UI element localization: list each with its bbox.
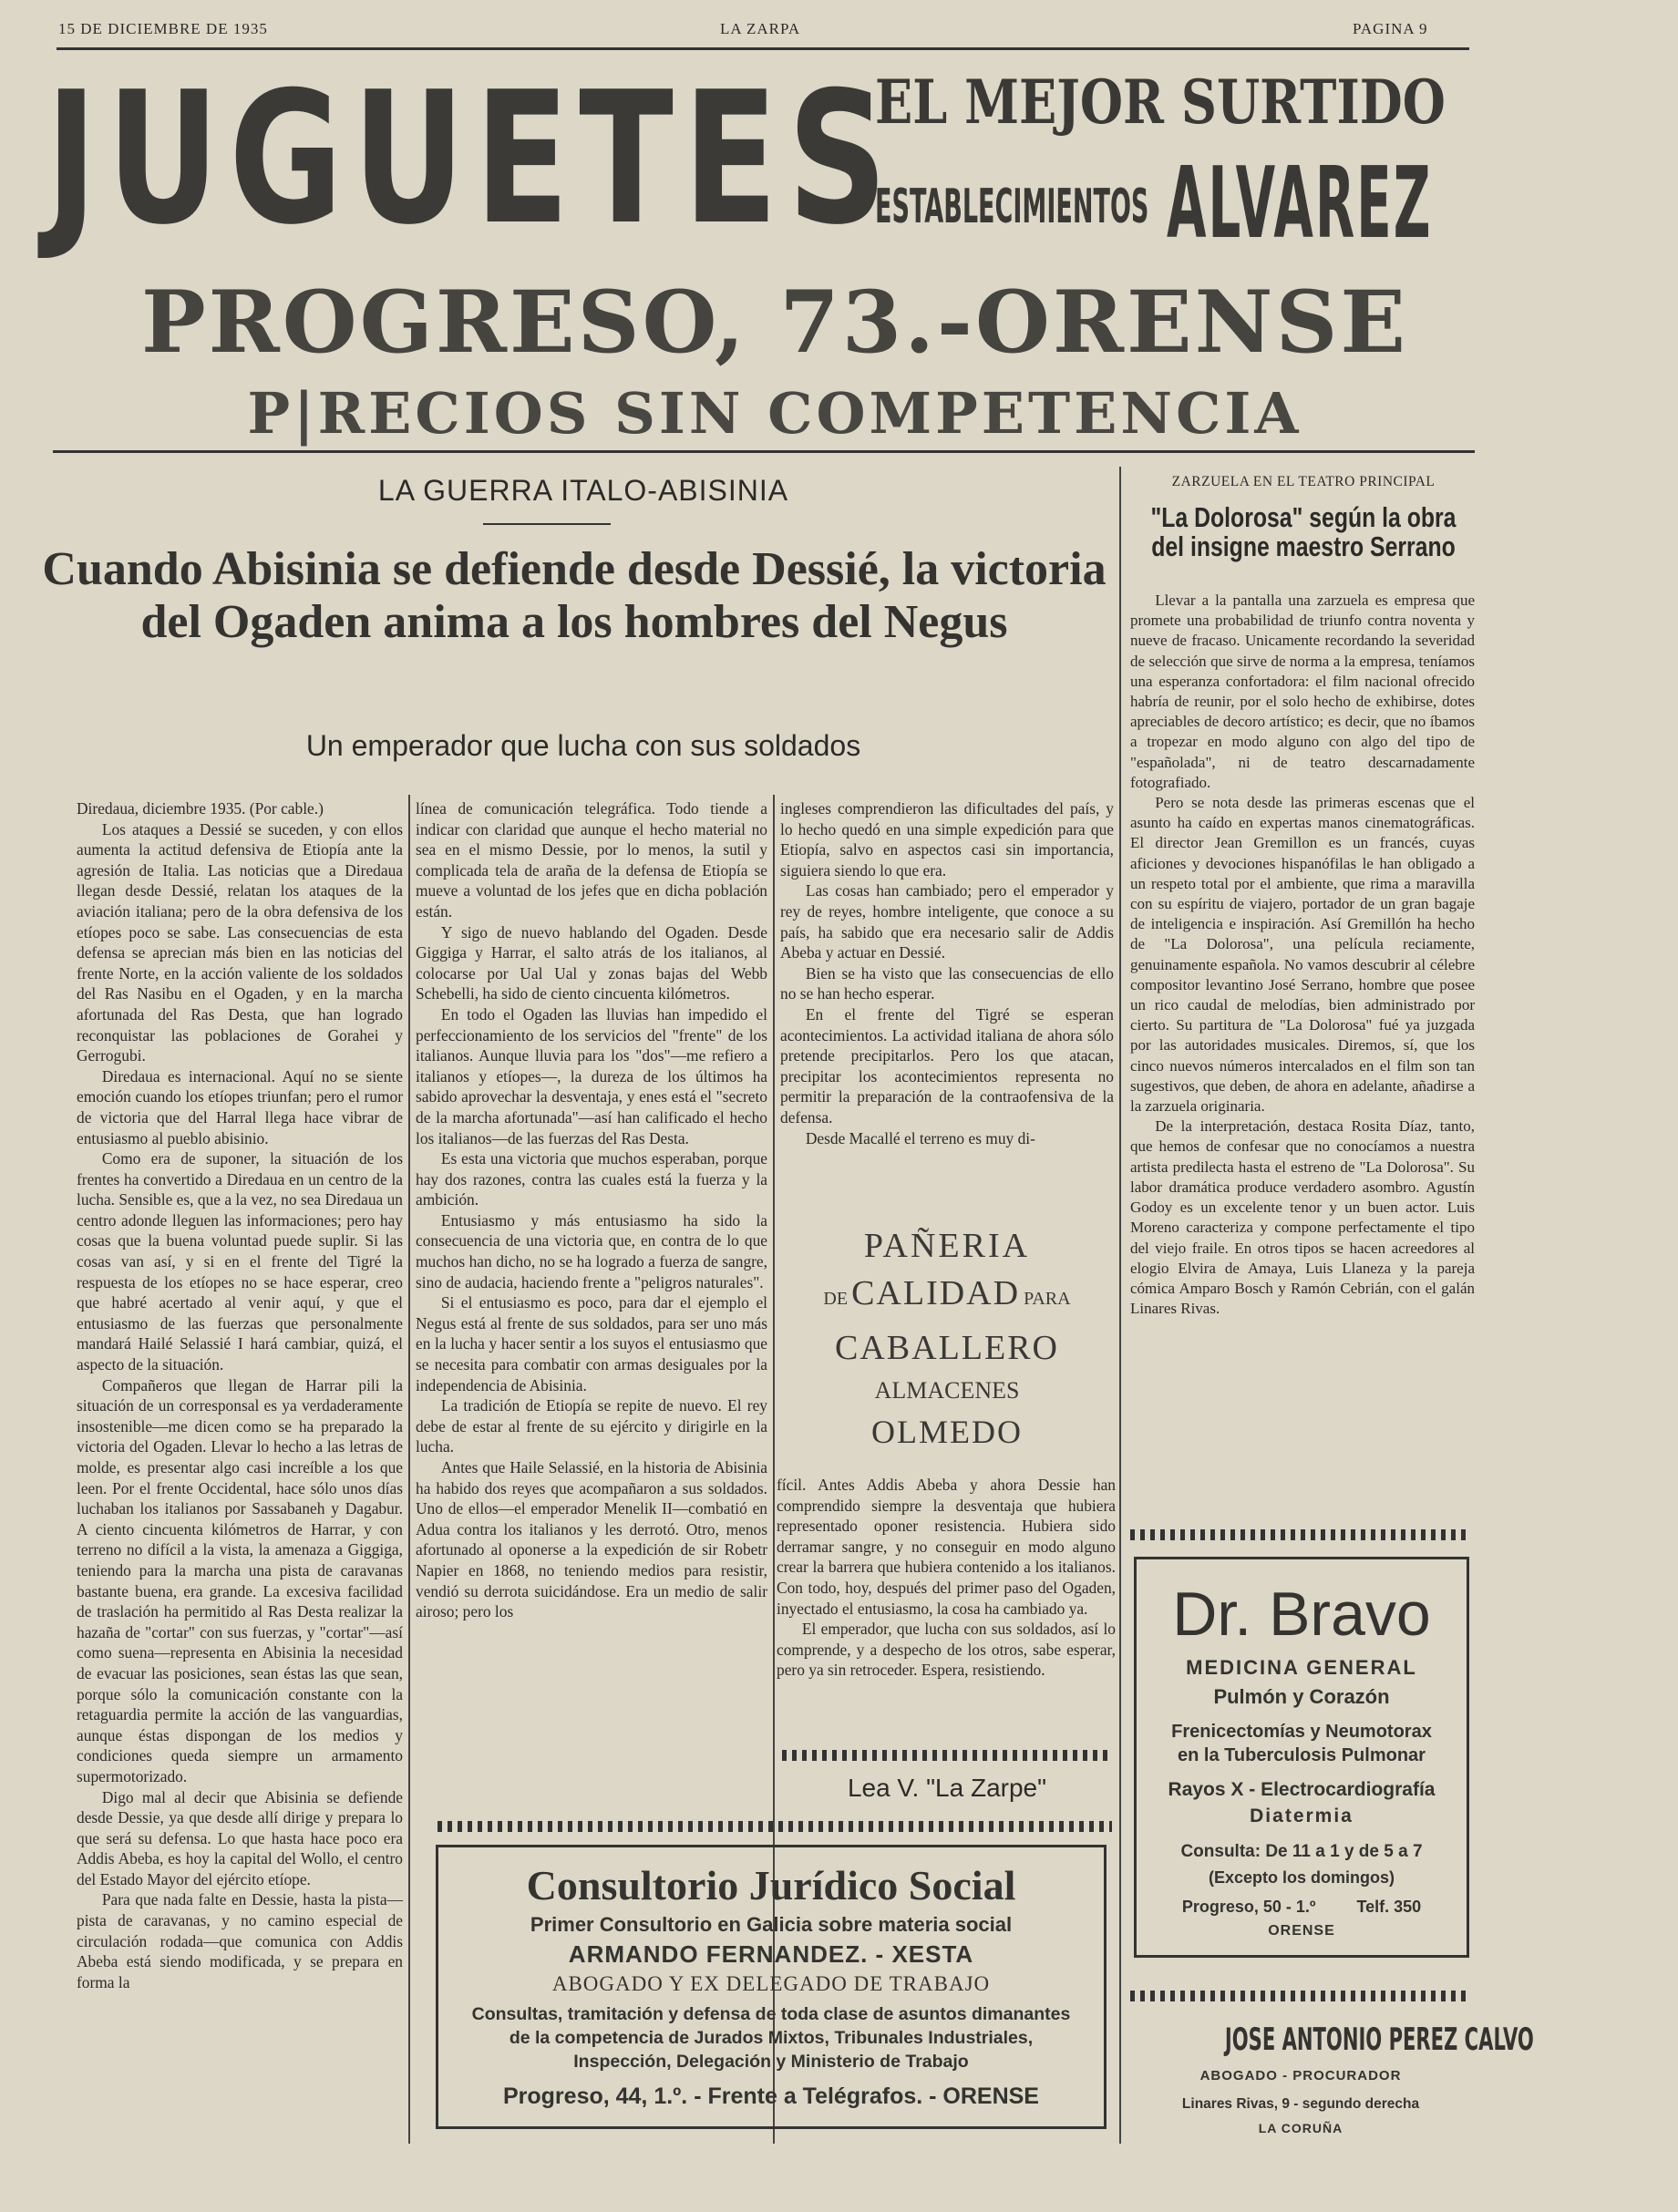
bravo-consulta: Consulta: De 11 a 1 y de 5 a 7: [1180, 1842, 1423, 1861]
perez-calvo-ad: [1130, 2018, 1534, 2138]
dateline: Diredaua, diciembre 1935. (Por cable.): [77, 799, 324, 818]
panieria-calidad: CALIDAD: [851, 1274, 1021, 1312]
article-paragraph: Diredaua es internacional. Aquí no se siente emoción cuando los etíopes triunfan; pero el rumor de victoria que del Harral llega hace vibrar de entusiasmo al pueblo abisinio.: [77, 1066, 403, 1147]
bravo-address: Progreso, 50 - 1.º: [1181, 1898, 1316, 1916]
bravo-line6: Diatermia: [1250, 1806, 1354, 1826]
column-divider: [1119, 467, 1121, 2144]
zarzuela-paragraph: Pero se nota desde las primeras escenas que el asunto ha caído en expertas manos cinematográficas. El director Jean Gremillon es un francés, cuyas aficiones y devociones hispanófilas le han obligado a un respeto total por el ambiente, que rima a maravilla con su espíritu de viajero, portador de un gran bagaje de inteligencia e inspiración. Así Gremillón ha hecho de "La Dolorosa", una película reciamente, genuinamente española. No vamos descubrir al célebre compositor levantino José Serrano, hombre que posee un rico caudal de melodías, bien administrado por cierto. Su partitura de "La Dolorosa" fué ya juzgada por las autoridades musicales. Diremos, sí, que los cinco nuevos números intercalados en el film son tan sugestivos, que deben, de ahora en adelante, añadirse a la zarzuela originaria.: [1130, 794, 1475, 1116]
header-rule: [57, 47, 1469, 50]
bravo-line5: Rayos X - Electrocardiografía: [1168, 1779, 1436, 1800]
zarzuela-paragraph: De la interpretación, destaca Rosita Díaz, tanto, que hemos de confesar que no conocíamos a nuestra artista predilecta hasta el estreno de "La Dolorosa". Su labor dramática produce verdadero asombro. Agustín Godoy es un excelente tenor y un buen actor. Luis Moreno caracteriza y compone perfectamente el tipo del viejo fraile. En otros tipos se hacen acreedores al elogio Elvira de Amaya, Luis Llaneza y la pareja cómica Amparo Bosch y Ramón Cebrián, con el galán Linares Rivas.: [1130, 1117, 1475, 1318]
main-subhead: Un emperador que lucha con sus soldados: [305, 729, 861, 762]
bravo-telf: Telf. 350: [1356, 1898, 1422, 1916]
bravo-city: ORENSE: [1268, 1923, 1335, 1939]
article-column-3-bottom: [777, 1475, 1116, 1741]
article-paragraph: Las cosas han cambiado; pero el emperador y rey de reyes, hombre inteligente, que conoce a su país, ha sabido que era necesario salir de Addis Abeba y actuar en Dessié.: [780, 881, 1114, 962]
article-paragraph: La tradición de Etiopía se repite de nuevo. El rey debe de estar al frente de su ejército y dirigirle en la lucha.: [416, 1396, 767, 1456]
article-paragraph: Para que nada falte en Dessie, hasta la pista—pista de caravanas, y no camino especial de circulación rodada—que comunica con Addis Abeba está siendo modificada, y se prepara en forma la: [77, 1890, 403, 1991]
lea-la-zarpe: Lea V. "La Zarpe": [847, 1774, 1047, 1802]
article-paragraph: Digo mal al decir que Abisinia se defiende desde Dessie, ya que desde allí dirige y prepara lo que será su defensa. Lo que hasta hace poco era Addis Abeba, es hoy la capital del Wollo, el centro del Estado Mayor del ejército etíope.: [77, 1787, 403, 1888]
dotted-rule: [1130, 1529, 1469, 1540]
juguetes-word: JUGUETES: [46, 53, 898, 265]
progreso-address-wrap: [100, 268, 1449, 377]
panieria-de: DE: [823, 1289, 849, 1309]
banner-bottom-rule: [53, 450, 1475, 453]
establecimientos-word: ESTABLECIMIENTOS: [875, 180, 1149, 234]
perez-name: JOSE ANTONIO PEREZ CALVO: [1224, 2022, 1534, 2058]
mejor-surtido-wrap: [875, 66, 1477, 139]
panieria-olmedo: OLMEDO: [871, 1414, 1023, 1450]
precios-sin-competencia: P|RECIOS SIN COMPETENCIA: [247, 380, 1302, 447]
alvarez-wrap: [1167, 149, 1481, 259]
bravo-title: Dr. Bravo: [1172, 1579, 1431, 1649]
zarzuela-headline-wrap: [1130, 503, 1477, 594]
newspaper-name: LA ZARPA: [720, 20, 801, 37]
page-number: PAGINA 9: [1353, 20, 1428, 37]
article-paragraph: Entusiasmo y más entusiasmo ha sido la consecuencia de una victoria que, en contra de lo que muchos han dicho, no se ha logrado a fuerza de sangre, sino de audacia, haciendo frente a "peligros naturales".: [416, 1210, 767, 1291]
article-paragraph: Bien se ha visto que las consecuencias de ello no se han hecho esperar.: [780, 963, 1114, 1003]
article-paragraph: fícil. Antes Addis Abeba y ahora Dessie han comprendido siempre la desventaja que hubiera representado oponer resistencia. Hubiera sido derramar sangre, y no conseguir en modo alguno crear la barrera que hubiera contenido a los italianos. Con todo, hoy, después del primer paso del Ogaden, inyectado el entusiasmo, la cosa ha cambiado ya.: [777, 1476, 1116, 1618]
article-paragraph: El emperador, que lucha con sus soldados, así lo comprende, y a despecho de los otros, sabe esperar, pero ya sin retroceder. Espera, resistiendo.: [777, 1620, 1116, 1680]
article-paragraph: Como era de suponer, la situación de los frentes ha convertido a Diredaua en un centro de la lucha. Sensible es, que a la vez, no sea Diredaua un centro adonde lleguen las informaciones; pero hay cosas que la buena voluntad puede suplir. Si las cosas van así, y si en el frente del Tigré la respuesta de los etíopes no se hace esperar, creo que habré acertado al venir aquí, y que el entusiasmo de las fuerzas que personalmente mandará Hailé Selassié I hará cambiar, quizá, el aspecto de la situación.: [77, 1149, 403, 1374]
kicker-rule: [483, 523, 611, 525]
zarzuela-paragraph: Llevar a la pantalla una zarzuela es empresa que promete una probabilidad de triunfo contra noventa y nueve de fracaso. Unicamente recordando la severidad de selección que sirve de norma a la empresa, teníamos una esperanza confortadora: el film nacional ofrecido habría de reunir, por el solo hecho de exhibirse, dotes apreciables de decoro artístico; es decir, que no íbamos a tropezar en modo alguno con algo del tipo de "españolada", ni de teatro descarnadamente fotografiado.: [1130, 592, 1475, 791]
article-paragraph: línea de comunicación telegráfica. Todo tiende a indicar con claridad que aunque el hecho material no sea en el mismo Dessie, por lo menos, la sutil y complicada tela de araña de la defensa de Etiopía se mueve a voluntad de los jefes que en dicha población están.: [416, 799, 767, 921]
zarzuela-kicker: ZARZUELA EN EL TEATRO PRINCIPAL: [1171, 474, 1436, 489]
article-paragraph: ingleses comprendieron las dificultades del país, y lo hecho quedó en una simple expedición para que Etiopía, salvo en aspectos casi sin importancia, siguiera siendo lo que era.: [780, 799, 1114, 880]
dotted-rule: [782, 1750, 1110, 1761]
precios-wrap: [118, 377, 1431, 450]
consultorio-line1: Primer Consultorio en Galicia sobre materia social: [530, 1913, 1013, 1936]
article-paragraph: Antes que Haile Selassié, en la historia de Abisinia ha habido dos reyes que acompañaron a sus soldados. Uno de ellos—el emperador Menelik II—combatió en Adua contra los italianos y les derrotó. Otro, menos afortunado al oponerse a la expedición de sir Robetr Napier en 1868, no teniendo medios para resistir, vendió su derrota suicidándose. Era un medio de salir airoso; pero los: [416, 1458, 767, 1621]
juguetes-word-wrap: [46, 53, 898, 265]
dr-bravo-ad: [1134, 1557, 1469, 1958]
perez-city: LA CORUÑA: [1258, 2121, 1343, 2135]
dotted-rule: [438, 1821, 1112, 1832]
article-column-1: [77, 798, 403, 2155]
article-paragraph: Si el entusiasmo es poco, para dar el ejemplo el Negus está al frente de sus soldados, para ser uno más en la lucha y hacer sentir a los suyos el entusiasmo que se necesita para combatir con armas desiguales por la independencia de Abisinia.: [416, 1293, 767, 1394]
mejor-surtido: EL MEJOR SURTIDO: [875, 67, 1446, 138]
perez-title: ABOGADO - PROCURADOR: [1199, 2068, 1402, 2083]
article-paragraph: Es esta una victoria que muchos esperaban, porque hay dos razones, contra las cuales está la fuerza y la ambición.: [416, 1149, 767, 1209]
consultorio-name: ARMANDO FERNANDEZ. - XESTA: [568, 1940, 974, 1968]
article-paragraph: En todo el Ogaden las lluvias han impedido el perfeccionamiento de los servicios del "frente" de los italianos. Aunque lluvia para los "dos"—me refiero a italianos y etíopes—, la dureza de los últimos ha sabido aprovechar la desventaja, y enes está el "secreto de la marcha afortunada"—así han calificado el hecho los italianos—de las fuerzas del Ras Desta.: [416, 1004, 767, 1147]
consultorio-title: Consultorio Jurídico Social: [526, 1862, 1016, 1908]
alvarez-word: ALVAREZ: [1167, 147, 1433, 261]
dotted-rule: [1130, 1991, 1469, 2001]
main-headline: Cuando Abisinia se defiende desde Dessié, la victoria del Ogaden anima a los hombres del Negus: [42, 543, 1107, 648]
juguetes-banner-ad: [46, 53, 1477, 447]
establecimientos-wrap: [875, 157, 1148, 257]
panieria-ad: [780, 1221, 1114, 1458]
article-column-2: [416, 798, 767, 1805]
zarzuela-headline: "La Dolorosa" según la obra del insigne maestro Serrano: [1150, 501, 1457, 562]
panieria-line: PAÑERIA: [863, 1227, 1031, 1265]
article-paragraph: Y sigo de nuevo hablando del Ogaden. Desde Giggiga y Harrar, el salto atrás de los italianos, al colocarse por Ual Ual y zonas bajas del Webb Schebelli, ha sido de ciento cincuenta kilómetros.: [416, 922, 767, 1003]
bravo-line4: en la Tuberculosis Pulmonar: [1178, 1745, 1426, 1765]
article-paragraph: Desde Macallé el terreno es muy di-: [805, 1128, 1035, 1147]
consultorio-address: Progreso, 44, 1.º. - Frente a Telégrafos. - ORENSE: [502, 2083, 1039, 2109]
bravo-excepto: (Excepto los domingos): [1208, 1868, 1395, 1887]
column-divider: [408, 795, 410, 2144]
section-kicker: LA GUERRA ITALO-ABISINIA: [377, 474, 789, 507]
perez-address: Linares Rivas, 9 - segundo derecha: [1181, 2096, 1420, 2112]
article-paragraph: En el frente del Tigré se esperan acontecimientos. La actividad italiana de ahora sólo pretende precipitarlos. Pero los que atacan, precipitar los acontecimientos representa no permitir la preparación de la contraofensiva de la defensa.: [780, 1004, 1114, 1127]
article-paragraph: Los ataques a Dessié se suceden, y con ellos aumenta la actitud defensiva de Etiopía ante la agresión de Italia. Las noticias que a Diredaua llegan desde Dessié, relatan los ataques de la aviación italiana; pero de la obra defensiva de los etíopes poco se sabe. Las consecuencias de esta defensa se aprecian más bien en las noticias del frente Norte, en la acción valiente de los soldados del Ras Nasibu en el Ogaden, y en la marcha afortunada del Ras Desta, que han logrado reconquistar las poblaciones de Gorahei y Gerrogubi.: [77, 819, 403, 1065]
article-paragraph: Compañeros que llegan de Harrar pili la situación de un corresponsal es ya verdaderamente insostenible—me dicen como se ha preparado la victoria del Ogaden. Llevar lo hecho a las letras de molde, es presentar algo casi increíble a los que leen. Por el frente Occidental, hace sólo unos días luchaban los italianos por Sassabaneh y Dagabur. A ciento cincuenta kilómetros de Harrar, y con terreno no difícil a la vista, la amenaza a Giggiga, teniendo para la marcha una pista de caravanas bastante buena, era grande. La excesiva facilidad de traslación ha permitido al Ras Desta realizar la hazaña de "cortar" con sus fuerzas, y "cortar"—así como suena—representa en Abisinia la necesidad de evacuar las posiciones, sean éstas las que sean, porque sólo la comunicación constante con la retaguardia permite la acción de las vanguardias, aunque éstas dispongan de los medios y condiciones queda siempre un armamento supermotorizado.: [77, 1375, 403, 1785]
bravo-line2: Pulmón y Corazón: [1213, 1685, 1390, 1708]
consultorio-role: ABOGADO Y EX DELEGADO DE TRABAJO: [551, 1972, 991, 1995]
panieria-almacenes: ALMACENES: [874, 1377, 1020, 1404]
panieria-para: PARA: [1024, 1289, 1071, 1309]
zarzuela-body: [1130, 591, 1475, 1529]
panieria-caballero: CABALLERO: [835, 1329, 1059, 1367]
article-column-3-top: [780, 798, 1114, 1203]
consultorio-desc: Consultas, tramitación y defensa de toda clase de asuntos dimanantes de la competencia de Jurados Mixtos, Tribunales Industriales, Inspección, Delegación y Ministerio de Trabajo: [471, 2004, 1071, 2072]
consultorio-ad: [436, 1845, 1107, 2129]
issue-date: 15 DE DICIEMBRE DE 1935: [58, 20, 268, 37]
bravo-line1: MEDICINA GENERAL: [1186, 1656, 1417, 1679]
progreso-address: PROGRESO, 73.-ORENSE: [140, 273, 1409, 373]
bravo-line3: Frenicectomías y Neumotorax: [1171, 1722, 1432, 1742]
